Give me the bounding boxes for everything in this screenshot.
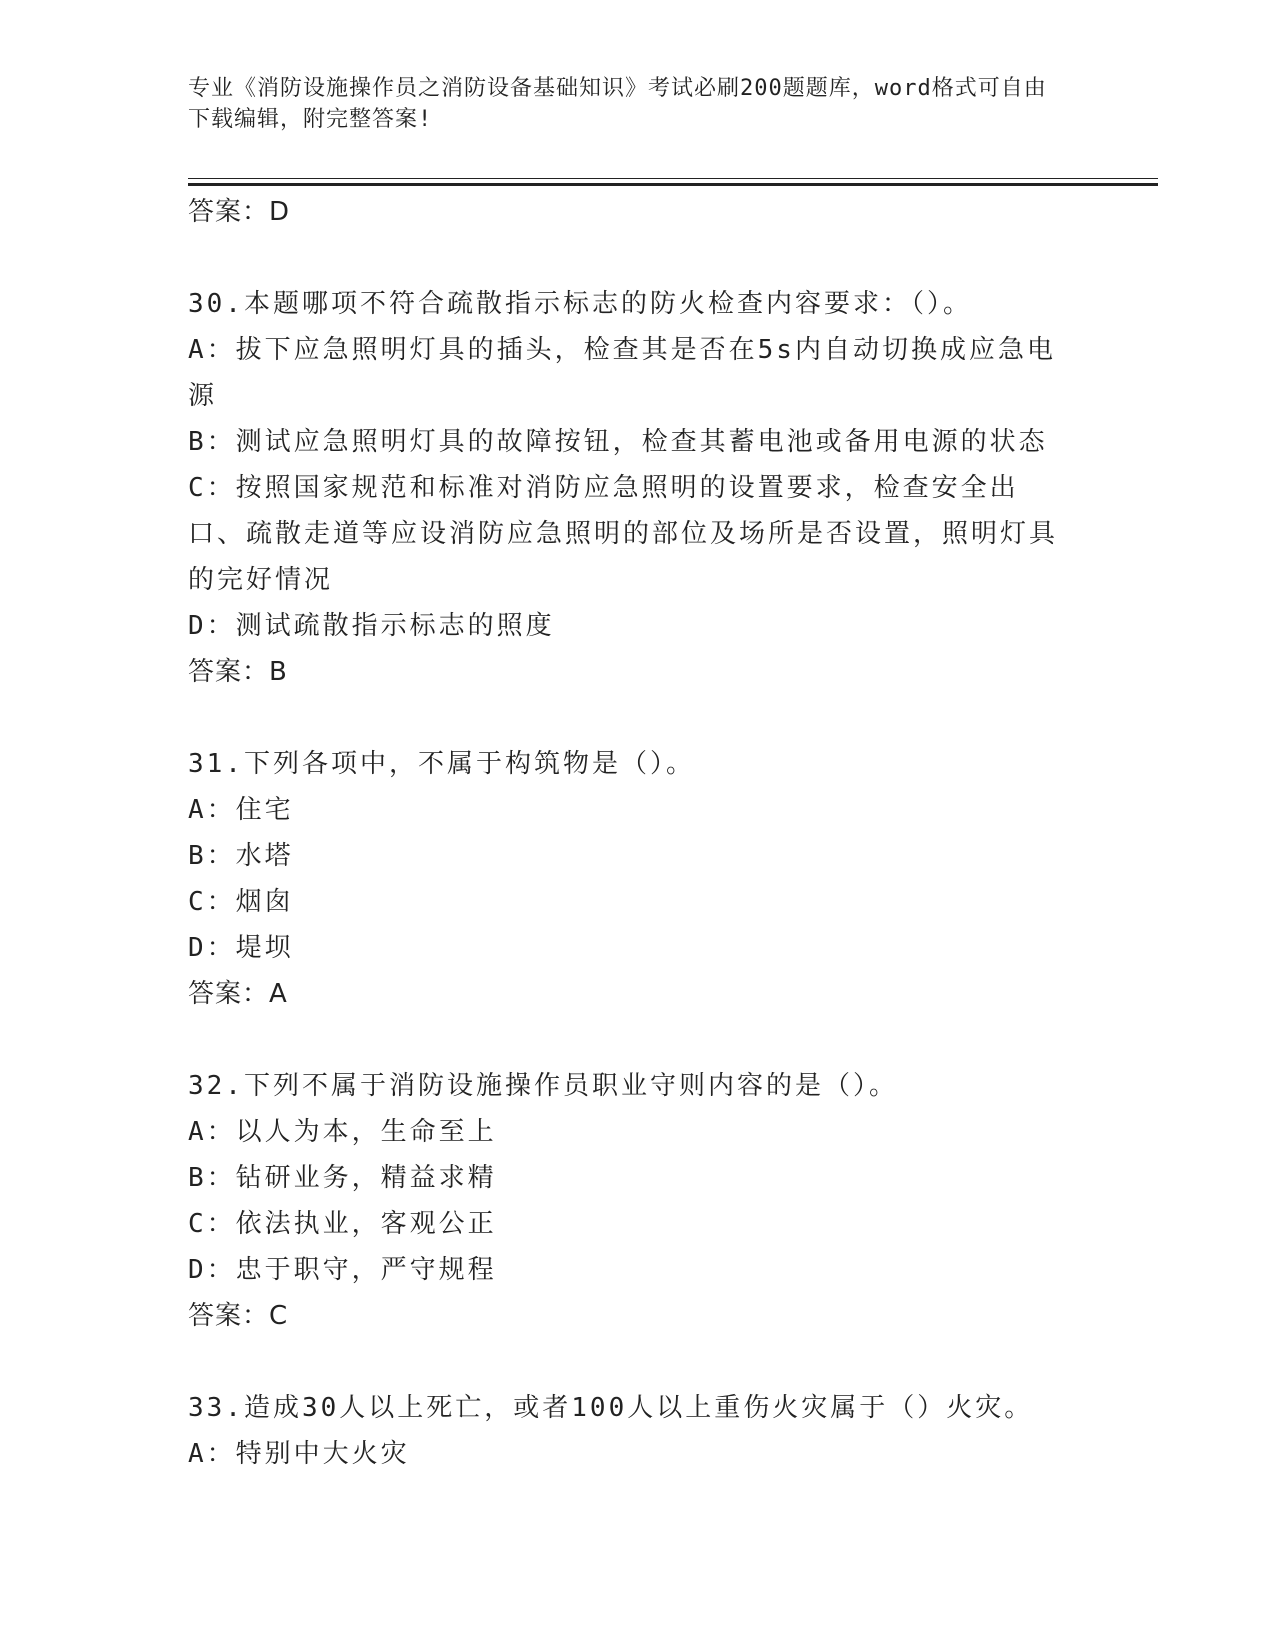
answer-line: 答案：D (188, 197, 291, 227)
option-a: A：以人为本，生命至上 (188, 1117, 497, 1147)
question-stem: 31.下列各项中，不属于构筑物是（）。 (188, 749, 695, 779)
question-block (188, 1385, 1068, 1477)
option-b: B：测试应急照明灯具的故障按钮，检查其蓄电池或备用电源的状态 (188, 427, 1048, 457)
option-c: C：烟囱 (188, 887, 294, 917)
spacer (188, 1017, 1068, 1063)
option-d: D：忠于职守，严守规程 (188, 1255, 497, 1285)
option-a: A：特别中大火灾 (188, 1439, 410, 1469)
answer-line: 答案：A (188, 979, 288, 1009)
option-c: C：依法执业，客观公正 (188, 1209, 497, 1239)
question-block (188, 1063, 1068, 1339)
option-c: C：按照国家规范和标准对消防应急照明的设置要求，检查安全出口、疏散走道等应设消防应急照明的部位及场所是否设置，照明灯具的完好情况 (188, 473, 1059, 595)
spacer (188, 235, 1068, 281)
option-b: B：钻研业务，精益求精 (188, 1163, 497, 1193)
question-list (188, 189, 1068, 1477)
spacer (188, 1339, 1068, 1385)
question-block (188, 281, 1068, 695)
document-header: 专业《消防设施操作员之消防设备基础知识》考试必刷200题题库，word格式可自由下载编辑，附完整答案! (188, 76, 1047, 132)
header-divider-thin (188, 178, 1158, 179)
option-a: A：拔下应急照明灯具的插头，检查其是否在5s内自动切换成应急电源 (188, 335, 1056, 411)
option-a: A：住宅 (188, 795, 294, 825)
header-divider-thick (188, 183, 1158, 186)
question-stem: 30.本题哪项不符合疏散指示标志的防火检查内容要求：（）。 (188, 289, 972, 319)
question-block (188, 741, 1068, 1017)
question-stem: 32.下列不属于消防设施操作员职业守则内容的是（）。 (188, 1071, 898, 1101)
spacer (188, 695, 1068, 741)
question-stem: 33.造成30人以上死亡，或者100人以上重伤火灾属于（）火灾。 (188, 1393, 1034, 1423)
option-d: D：堤坝 (188, 933, 294, 963)
option-d: D：测试疏散指示标志的照度 (188, 611, 555, 641)
option-b: B：水塔 (188, 841, 294, 871)
answer-line: 答案：B (188, 657, 288, 687)
answer-line: 答案：C (188, 1301, 289, 1331)
